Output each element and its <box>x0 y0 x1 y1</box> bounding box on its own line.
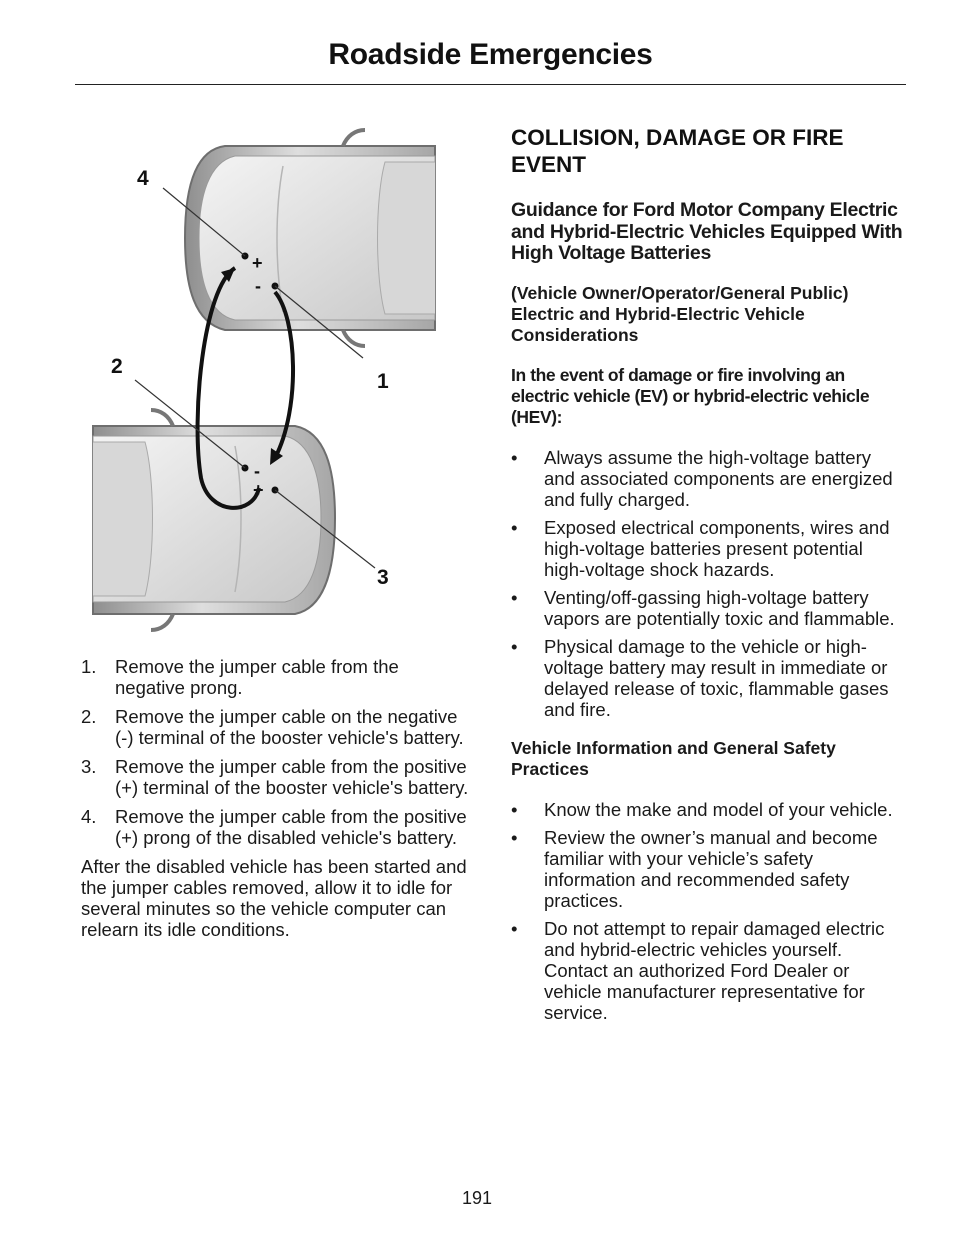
guidance-heading: Guidance for Ford Motor Company Electric and Hybrid-Electric Vehicles Equipped With High Voltage Batteries <box>511 199 903 264</box>
disabled-plus-sign: + <box>252 253 263 273</box>
disabled-minus-sign: - <box>255 276 261 296</box>
bullet: • <box>511 516 518 538</box>
step-text: Remove the jumper cable from the positive (+) terminal of the booster vehicle's battery. <box>115 756 469 798</box>
considerations-heading: Electric and Hybrid-Electric Vehicle Considerations <box>511 303 805 345</box>
illustration-svg <box>85 118 445 646</box>
callout-4: 4 <box>137 167 149 190</box>
bullet: • <box>511 446 518 468</box>
list-item <box>511 517 906 580</box>
jumper-cable-removal-illustration <box>85 118 445 646</box>
after-start-paragraph: After the disabled vehicle has been started and the jumper cables removed, allow it to idle for several minutes so the vehicle computer can relearn its idle conditions. <box>81 856 467 940</box>
bullet-text: Always assume the high-voltage battery and associated components are energized and fully charged. <box>544 446 893 510</box>
info-heading: Vehicle Information and General Safety Practices <box>511 737 836 779</box>
step-text: Remove the jumper cable on the negative (-) terminal of the booster vehicle's battery. <box>115 706 464 748</box>
list-item <box>81 756 473 798</box>
page-title: Roadside Emergencies <box>328 38 653 71</box>
step-number: 4. <box>81 806 97 827</box>
right-column <box>511 124 906 1041</box>
list-item <box>81 706 473 748</box>
callout-3: 3 <box>377 566 389 589</box>
page-number: 191 <box>461 1188 493 1208</box>
page-header <box>75 30 906 85</box>
bullet-text: Review the owner’s manual and become familiar with your vehicle’s safety information and recommended safety practices. <box>544 826 878 911</box>
step-number: 3. <box>81 756 97 777</box>
step-text: Remove the jumper cable from the positive (+) prong of the disabled vehicle's battery. <box>115 806 467 848</box>
bullet: • <box>511 917 518 939</box>
bullet-text: Know the make and model of your vehicle. <box>544 798 893 820</box>
section-title: COLLISION, DAMAGE OR FIRE EVENT <box>511 125 844 177</box>
list-item <box>511 636 906 720</box>
booster-plus-sign: + <box>253 480 264 500</box>
booster-minus-sign: - <box>254 461 260 481</box>
step-number: 2. <box>81 706 97 727</box>
step-text: Remove the jumper cable from the negative prong. <box>115 656 399 698</box>
list-item <box>511 447 906 510</box>
bullet-text: Venting/off-gassing high-voltage battery vapors are potentially toxic and flammable. <box>544 586 895 629</box>
left-column <box>81 656 473 940</box>
callout-1: 1 <box>377 370 389 393</box>
hazard-bullets <box>511 447 906 720</box>
bullet-text: Exposed electrical components, wires and high-voltage batteries present potential high-voltage shock hazards. <box>544 516 890 580</box>
list-item <box>81 806 473 848</box>
bullet-text: Physical damage to the vehicle or high-voltage battery may result in immediate or delayed release of toxic, flammable gases and fire. <box>544 635 889 720</box>
step-number: 1. <box>81 656 97 677</box>
list-item <box>511 799 906 820</box>
list-item <box>81 656 473 698</box>
practice-bullets <box>511 799 906 1023</box>
audience-line: (Vehicle Owner/Operator/General Public) <box>511 282 849 303</box>
bullet-text: Do not attempt to repair damaged electric and hybrid-electric vehicles yourself. Contact an authorized Ford Dealer or vehicle manufacturer representative for service. <box>544 917 885 1023</box>
removal-steps-list <box>81 656 473 848</box>
bullet: • <box>511 586 518 608</box>
bullet: • <box>511 826 518 848</box>
event-heading: In the event of damage or fire involving an electric vehicle (EV) or hybrid-electric vehicle (HEV): <box>511 364 870 427</box>
list-item <box>511 587 906 629</box>
list-item <box>511 827 906 911</box>
bullet: • <box>511 635 518 657</box>
list-item <box>511 918 906 1023</box>
callout-2: 2 <box>111 355 123 378</box>
bullet: • <box>511 798 518 820</box>
